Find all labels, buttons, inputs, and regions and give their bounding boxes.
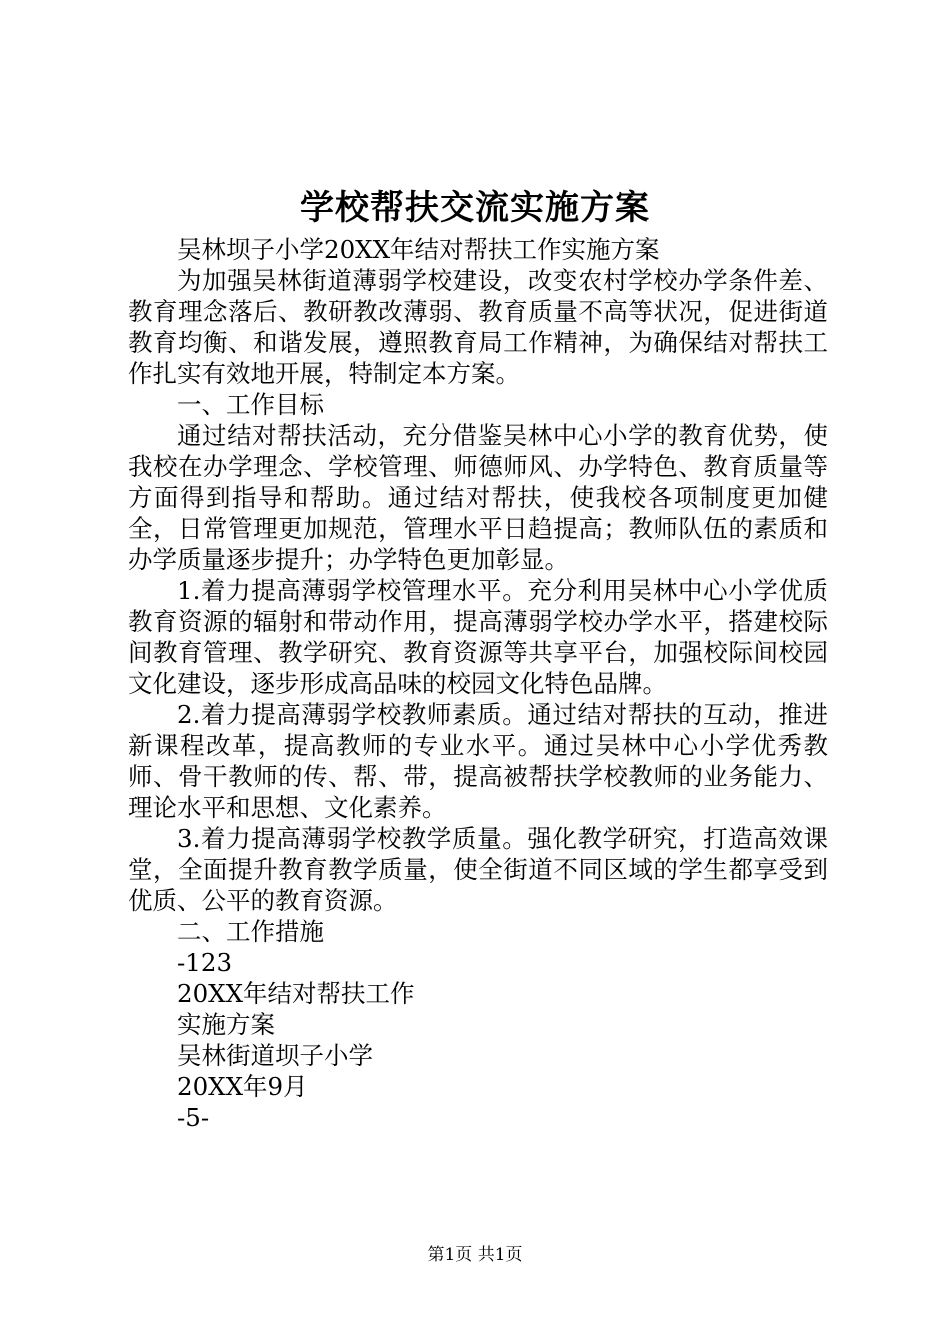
- tail-line-page-mark: -5-: [177, 1103, 210, 1132]
- paragraph-intro: 为加强吴林街道薄弱学校建设，改变农村学校办学条件差、教育理念落后、教研教改薄弱、教育质量不高等状况，促进街道教育均衡、和谐发展，遵照教育局工作精神，为确保结对帮扶工作扎实有效地开展，特制定本方案。: [128, 266, 828, 388]
- tail-line-plan-title: 实施方案: [177, 1010, 275, 1039]
- section-heading-measures: 二、工作措施: [177, 917, 324, 946]
- tail-line-date: 20XX年9月: [177, 1072, 308, 1101]
- document-title: 学校帮扶交流实施方案: [300, 188, 650, 228]
- paragraph-item-2: 2.着力提高薄弱学校教师素质。通过结对帮扶的互动，推进新课程改革，提高教师的专业水平。通过吴林中心小学优秀教师、骨干教师的传、帮、带，提高被帮扶学校教师的业务能力、理论水平和思想、文化素养。: [128, 700, 828, 822]
- tail-line-school-name: 吴林街道坝子小学: [177, 1041, 373, 1070]
- paragraph-item-1: 1.着力提高薄弱学校管理水平。充分利用吴林中心小学优质教育资源的辐射和带动作用，提高薄弱学校办学水平，搭建校际间教育管理、教学研究、教育资源等共享平台，加强校际间校园文化建设，逐步形成高品味的校园文化特色品牌。: [128, 576, 828, 698]
- section-heading-goals: 一、工作目标: [177, 390, 324, 419]
- paragraph-subtitle: 吴林坝子小学20XX年结对帮扶工作实施方案: [177, 235, 660, 264]
- paragraph-item-3: 3.着力提高薄弱学校教学质量。强化教学研究，打造高效课堂，全面提升教育教学质量，使全街道不同区域的学生都享受到优质、公平的教育资源。: [128, 824, 828, 915]
- tail-line-page-range: -123: [177, 948, 233, 977]
- page-footer: 第1页 共1页: [427, 1245, 523, 1265]
- document-body: [128, 234, 828, 1133]
- tail-line-plan-year: 20XX年结对帮扶工作: [177, 979, 415, 1008]
- paragraph-goals: 通过结对帮扶活动，充分借鉴吴林中心小学的教育优势，使我校在办学理念、学校管理、师德师风、办学特色、教育质量等方面得到指导和帮助。通过结对帮扶，使我校各项制度更加健全，日常管理更加规范，管理水平日趋提高；教师队伍的素质和办学质量逐步提升；办学特色更加彰显。: [128, 421, 828, 574]
